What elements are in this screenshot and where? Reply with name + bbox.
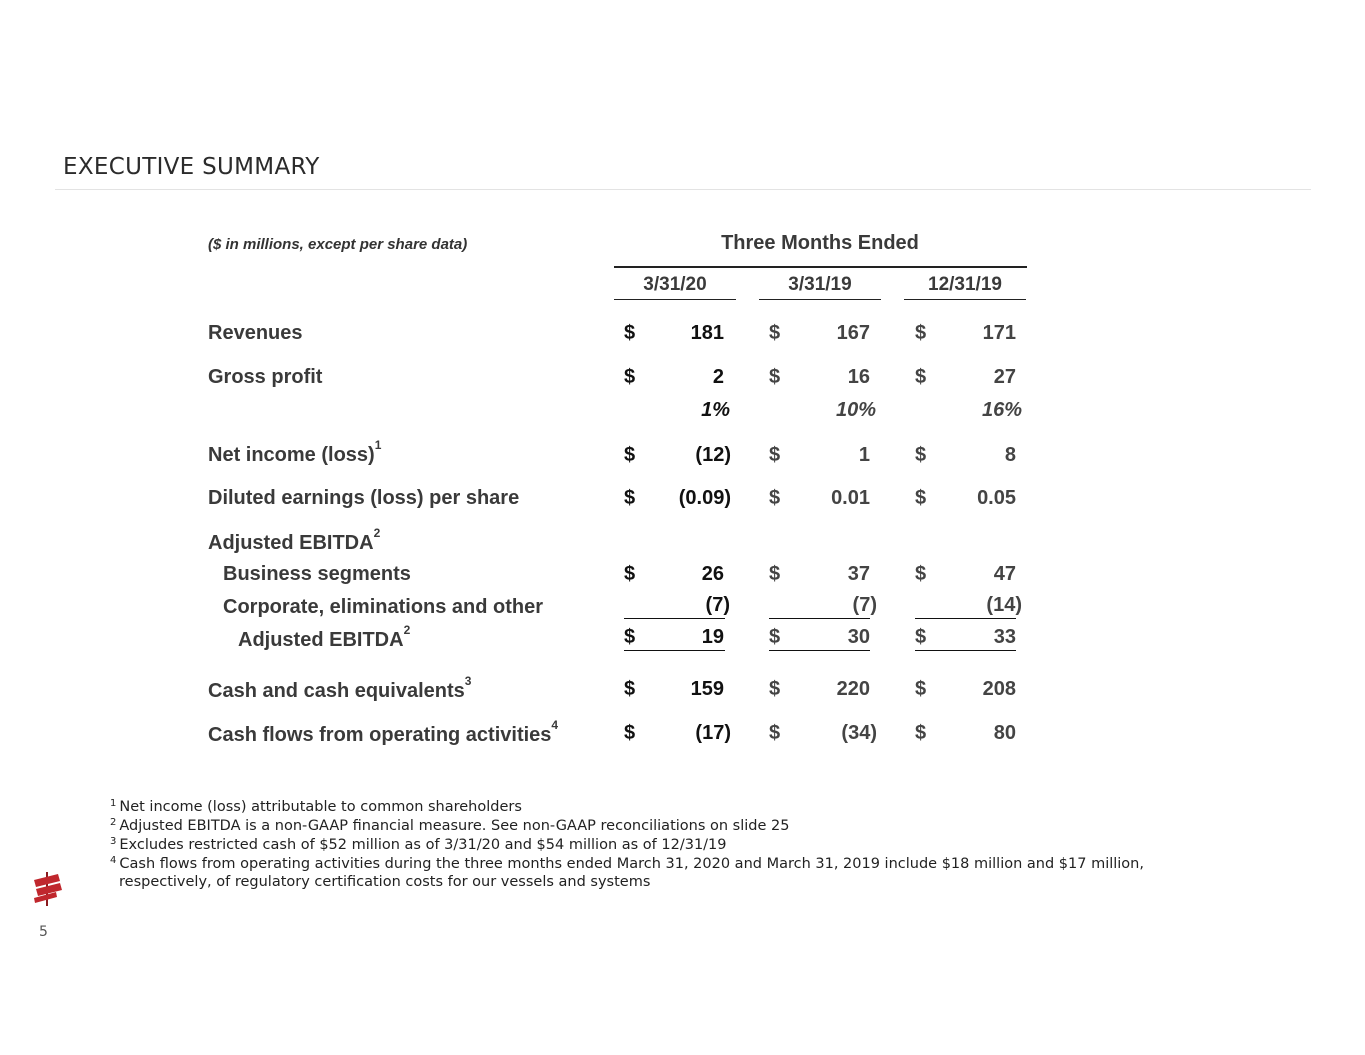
- cell-revenues-q1-2019: 167: [836, 322, 870, 344]
- currency-symbol: $: [915, 678, 927, 700]
- title-divider: [55, 189, 1311, 190]
- cell-cash-q4-2019: 208: [982, 678, 1016, 700]
- currency-symbol: $: [624, 626, 636, 648]
- page-title: EXECUTIVE SUMMARY: [63, 154, 320, 180]
- currency-symbol: $: [769, 487, 781, 509]
- cell-business-segments-q1-2020: 26: [701, 563, 724, 585]
- period-header-rule: [614, 266, 1027, 268]
- cell-adjusted-ebitda-q1-2019: 30: [847, 626, 870, 648]
- cell-net-income-q4-2019: 8: [1004, 444, 1016, 466]
- currency-symbol: $: [769, 722, 781, 744]
- currency-symbol: $: [915, 487, 927, 509]
- row-label-adjusted-ebitda-section: Adjusted EBITDA$^2$: [208, 526, 381, 554]
- column-header-rule: [759, 299, 881, 300]
- cell-gross-margin-q1-2019: 10%: [835, 399, 876, 421]
- currency-symbol: $: [915, 444, 927, 466]
- footnote-4: $^4$ Cash flows from operating activities during the three months ended March 31, 2020 and March 31, 2019 include $18 million and $17 million,: [110, 855, 1144, 872]
- subtotal-rule: [769, 618, 870, 619]
- cell-net-income-q1-2019: 1: [858, 444, 870, 466]
- cell-operating-cf-q1-2019: (34): [841, 722, 877, 744]
- cell-eps-q4-2019: 0.05: [977, 487, 1016, 509]
- currency-symbol: $: [915, 626, 927, 648]
- company-logo-icon: [30, 870, 64, 908]
- total-rule: [624, 650, 725, 651]
- cell-net-income-q1-2020: (12): [695, 444, 731, 466]
- row-label-adjusted-ebitda-total: Adjusted EBITDA$^2$: [238, 623, 411, 651]
- cell-operating-cf-q4-2019: 80: [993, 722, 1016, 744]
- cell-revenues-q4-2019: 171: [982, 322, 1016, 344]
- cell-gross-margin-q4-2019: 16%: [981, 399, 1022, 421]
- currency-symbol: $: [915, 322, 927, 344]
- row-label-cash: Cash and cash equivalents$^3$: [208, 674, 472, 702]
- footnote-ref: 2: [403, 623, 411, 637]
- cell-corporate-q1-2020: (7): [705, 594, 730, 616]
- subtotal-rule: [915, 618, 1016, 619]
- currency-symbol: $: [624, 366, 636, 388]
- currency-symbol: $: [624, 563, 636, 585]
- cell-corporate-q4-2019: (14): [986, 594, 1022, 616]
- footnote-ref: 4: [551, 718, 559, 732]
- currency-symbol: $: [769, 678, 781, 700]
- cell-gross-profit-q1-2020: 2: [712, 366, 724, 388]
- cell-gross-profit-q4-2019: 27: [993, 366, 1016, 388]
- currency-symbol: $: [624, 487, 636, 509]
- currency-symbol: $: [624, 322, 636, 344]
- footnote-1: $^1$ Net income (loss) attributable to common shareholders: [110, 798, 522, 815]
- cell-corporate-q1-2019: (7): [852, 594, 877, 616]
- row-label-business-segments: Business segments: [223, 563, 411, 585]
- row-label-net-income: Net income (loss)$^1$: [208, 438, 382, 466]
- column-header-rule: [904, 299, 1026, 300]
- currency-symbol: $: [624, 722, 636, 744]
- column-header-rule: [614, 299, 736, 300]
- subtotal-rule: [624, 618, 725, 619]
- currency-symbol: $: [769, 366, 781, 388]
- currency-symbol: $: [915, 366, 927, 388]
- currency-symbol: $: [769, 322, 781, 344]
- total-rule: [769, 650, 870, 651]
- column-header-q1-2020: 3/31/20: [643, 274, 707, 295]
- footnote-2: $^2$ Adjusted EBITDA is a non-GAAP financial measure. See non-GAAP reconciliations on slide 25: [110, 817, 790, 834]
- footnote-4-continuation: respectively, of regulatory certification costs for our vessels and systems: [119, 874, 651, 890]
- footnote-ref: 2: [373, 526, 381, 540]
- page-number: 5: [39, 924, 48, 940]
- cell-gross-profit-q1-2019: 16: [847, 366, 870, 388]
- currency-symbol: $: [915, 722, 927, 744]
- footnote-ref: 1: [374, 438, 382, 452]
- column-header-q1-2019: 3/31/19: [788, 274, 852, 295]
- cell-cash-q1-2019: 220: [836, 678, 870, 700]
- cell-business-segments-q4-2019: 47: [993, 563, 1016, 585]
- cell-operating-cf-q1-2020: (17): [695, 722, 731, 744]
- currency-symbol: $: [624, 444, 636, 466]
- cell-revenues-q1-2020: 181: [690, 322, 724, 344]
- cell-gross-margin-q1-2020: 1%: [701, 399, 730, 421]
- row-label-corporate-eliminations: Corporate, eliminations and other: [223, 596, 544, 618]
- cell-eps-q1-2019: 0.01: [831, 487, 870, 509]
- row-label-gross-profit: Gross profit: [208, 366, 323, 388]
- cell-eps-q1-2020: (0.09): [678, 487, 731, 509]
- cell-adjusted-ebitda-q1-2020: 19: [701, 626, 724, 648]
- row-label-operating-cash-flows: Cash flows from operating activities$^4$: [208, 718, 559, 746]
- column-header-q4-2019: 12/31/19: [928, 274, 1002, 295]
- currency-symbol: $: [769, 563, 781, 585]
- footnote-3: $^3$ Excludes restricted cash of $52 million as of 3/31/20 and $54 million as of 12/31/19: [110, 836, 727, 853]
- footnote-ref: 3: [464, 674, 472, 688]
- total-rule: [915, 650, 1016, 651]
- row-label-revenues: Revenues: [208, 322, 303, 344]
- currency-symbol: $: [915, 563, 927, 585]
- row-label-diluted-eps: Diluted earnings (loss) per share: [208, 487, 520, 509]
- currency-symbol: $: [769, 444, 781, 466]
- currency-symbol: $: [624, 678, 636, 700]
- cell-adjusted-ebitda-q4-2019: 33: [993, 626, 1016, 648]
- cell-business-segments-q1-2019: 37: [847, 563, 870, 585]
- cell-cash-q1-2020: 159: [690, 678, 724, 700]
- period-header: Three Months Ended: [721, 232, 919, 254]
- currency-symbol: $: [769, 626, 781, 648]
- table-units-note: ($ in millions, except per share data): [208, 236, 468, 253]
